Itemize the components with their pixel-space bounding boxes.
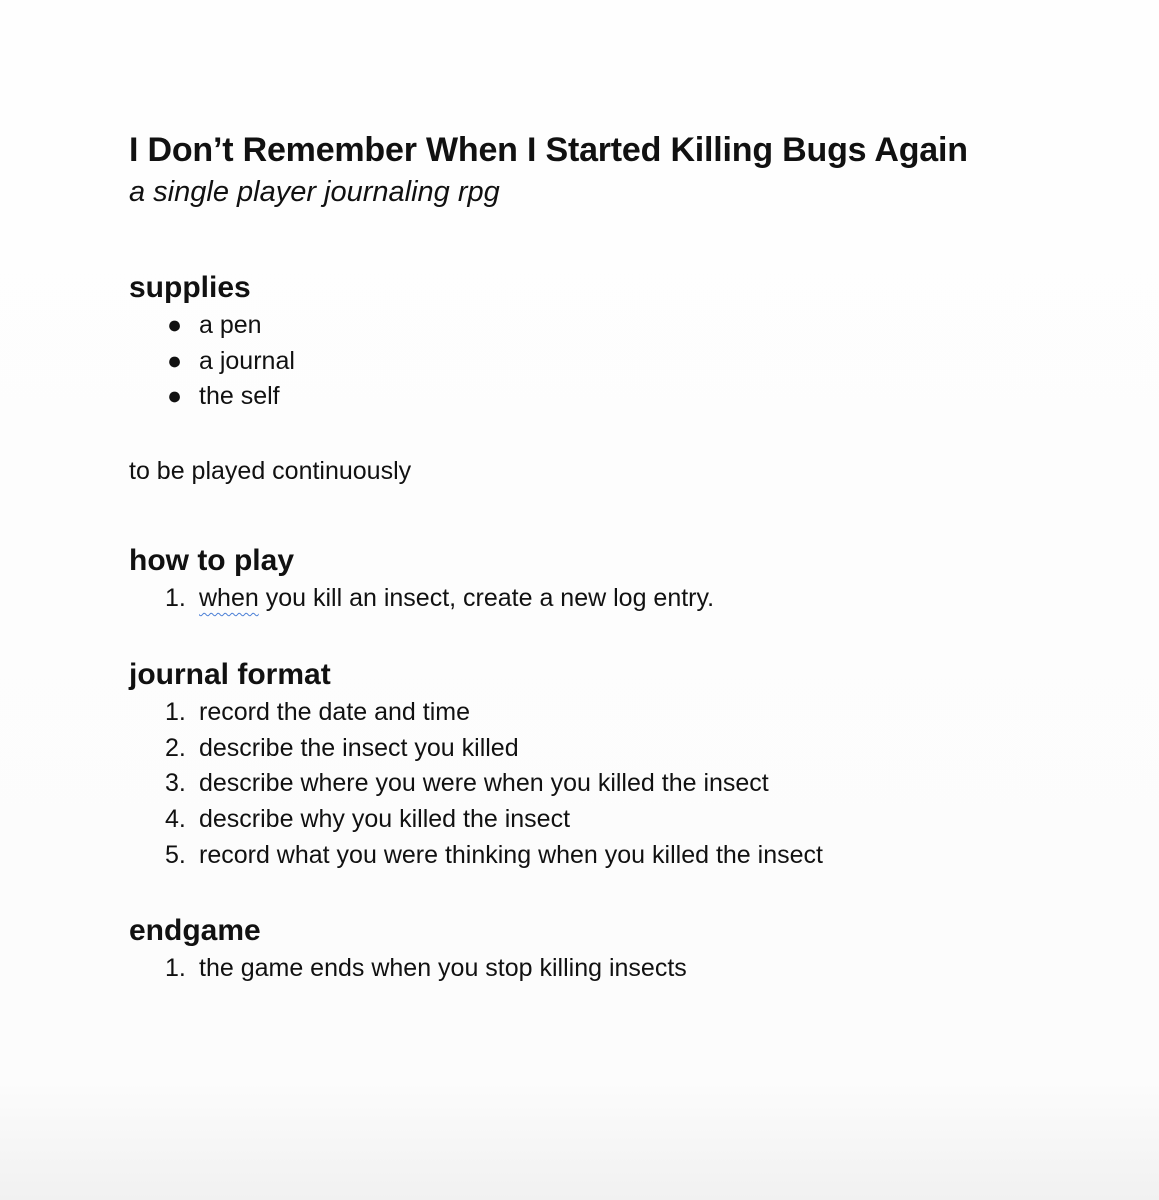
list-number: 2. bbox=[165, 733, 186, 762]
list-item bbox=[129, 695, 1089, 731]
list-number: 1. bbox=[165, 954, 186, 983]
list-item-text: describe the insect you killed bbox=[199, 733, 519, 762]
endgame-list bbox=[129, 951, 1089, 987]
list-number: 3. bbox=[165, 769, 186, 798]
list-item bbox=[129, 766, 1089, 802]
play-note: to be played continuously bbox=[129, 457, 412, 486]
document-title: I Don’t Remember When I Started Killing Bugs Again bbox=[129, 131, 968, 169]
list-number: 1. bbox=[165, 584, 186, 613]
list-item-text: you kill an insect, create a new log entry. bbox=[258, 584, 715, 613]
endgame-heading: endgame bbox=[129, 914, 261, 948]
journal-format-list bbox=[129, 695, 1089, 874]
list-item-text: the game ends when you stop killing insects bbox=[199, 954, 687, 983]
document-subtitle: a single player journaling rpg bbox=[129, 176, 500, 208]
list-number: 4. bbox=[165, 804, 186, 833]
how-to-play-list bbox=[129, 581, 1089, 617]
bullet-icon: ● bbox=[167, 346, 183, 375]
bullet-icon: ● bbox=[167, 311, 183, 339]
list-item-text: describe why you killed the insect bbox=[199, 804, 571, 833]
list-item bbox=[129, 838, 1089, 874]
journal-format-heading: journal format bbox=[129, 657, 331, 691]
supplies-list bbox=[129, 308, 1089, 415]
document-body bbox=[129, 128, 1089, 987]
list-item: ● the self bbox=[129, 379, 1089, 415]
list-item-text: record the date and time bbox=[199, 697, 470, 726]
list-item bbox=[129, 802, 1089, 838]
list-item bbox=[129, 951, 1089, 987]
spellcheck-flagged-word[interactable]: when bbox=[199, 584, 259, 613]
list-number: 1. bbox=[165, 697, 186, 726]
list-item: ● a pen bbox=[129, 308, 1089, 344]
supplies-heading: supplies bbox=[129, 271, 251, 304]
list-item bbox=[129, 731, 1089, 767]
bullet-icon: ● bbox=[167, 382, 183, 411]
how-to-play-heading: how to play bbox=[129, 544, 294, 578]
list-item bbox=[129, 581, 1089, 617]
list-item-text: describe where you were when you killed the insect bbox=[199, 769, 769, 798]
list-item: ● a journal bbox=[129, 344, 1089, 380]
list-number: 5. bbox=[165, 840, 186, 869]
list-item-text: record what you were thinking when you killed the insect bbox=[199, 840, 823, 869]
